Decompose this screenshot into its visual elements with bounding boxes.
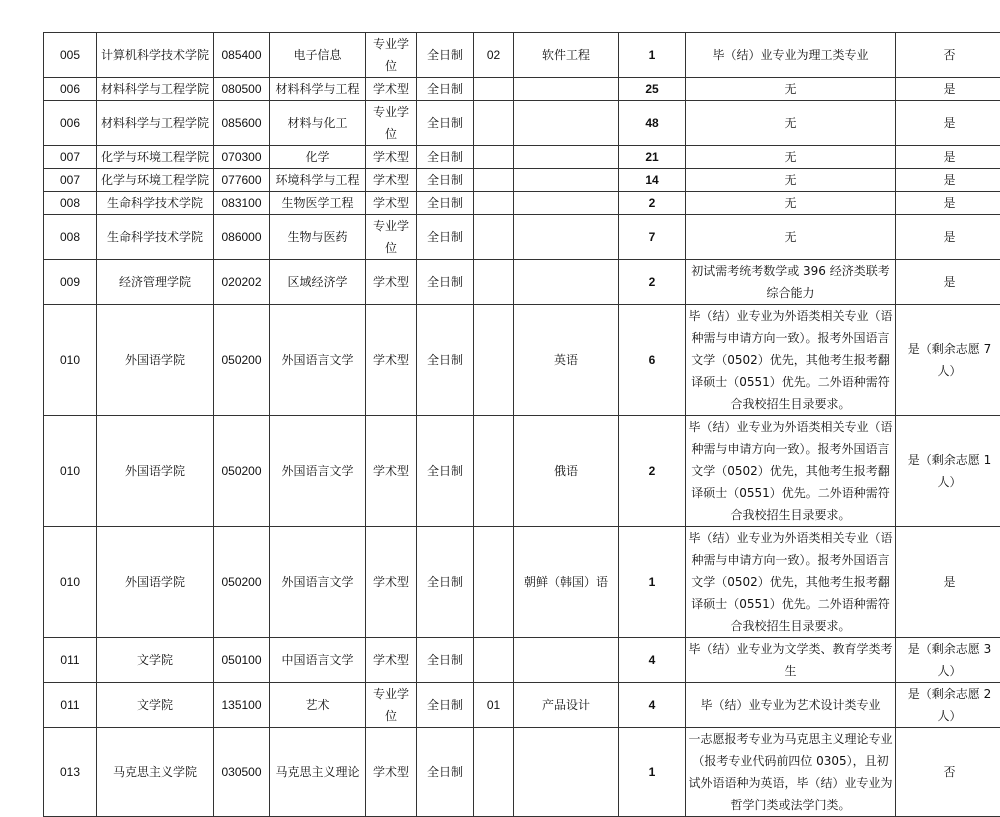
school-code-cell: 007 [44, 146, 97, 169]
school-name-cell: 外国语学院 [97, 527, 214, 638]
study-mode-cell: 全日制 [417, 215, 474, 260]
direction-code-cell [474, 728, 514, 817]
quota-cell: 2 [619, 260, 686, 305]
major-name-cell: 电子信息 [270, 33, 366, 78]
study-mode-cell: 全日制 [417, 527, 474, 638]
study-mode-cell: 全日制 [417, 192, 474, 215]
table-row [44, 416, 1000, 527]
major-code-cell: 085400 [214, 33, 270, 78]
requirement-cell: 毕（结）业专业为外语类相关专业（语种需与申请方向一致）。报考外国语言文学（0502）优先，其他考生报考翻译硕士（0551）优先。二外语种需符合我校招生目录要求。 [686, 527, 896, 638]
direction-name-cell [514, 169, 619, 192]
quota-cell: 4 [619, 638, 686, 683]
requirement-cell: 无 [686, 192, 896, 215]
degree-type-cell: 专业学位 [366, 101, 417, 146]
study-mode-cell: 全日制 [417, 78, 474, 101]
school-code-cell: 007 [44, 169, 97, 192]
major-code-cell: 020202 [214, 260, 270, 305]
direction-name-cell [514, 638, 619, 683]
accept-cell: 是（剩余志愿 2 人） [896, 683, 1000, 728]
study-mode-cell: 全日制 [417, 728, 474, 817]
degree-type-cell: 专业学位 [366, 215, 417, 260]
study-mode-cell: 全日制 [417, 683, 474, 728]
degree-type-cell: 学术型 [366, 728, 417, 817]
school-code-cell: 010 [44, 416, 97, 527]
degree-type-cell: 学术型 [366, 146, 417, 169]
table-row [44, 146, 1000, 169]
requirement-cell: 毕（结）业专业为外语类相关专业（语种需与申请方向一致）。报考外国语言文学（0502）优先，其他考生报考翻译硕士（0551）优先。二外语种需符合我校招生目录要求。 [686, 416, 896, 527]
requirement-cell: 无 [686, 146, 896, 169]
degree-type-cell: 学术型 [366, 638, 417, 683]
accept-cell: 是 [896, 169, 1000, 192]
table-row [44, 260, 1000, 305]
quota-cell: 1 [619, 728, 686, 817]
direction-name-cell: 英语 [514, 305, 619, 416]
table-row [44, 192, 1000, 215]
school-name-cell: 外国语学院 [97, 416, 214, 527]
direction-code-cell [474, 146, 514, 169]
major-name-cell: 材料与化工 [270, 101, 366, 146]
school-name-cell: 生命科学技术学院 [97, 192, 214, 215]
major-code-cell: 083100 [214, 192, 270, 215]
requirement-cell: 无 [686, 78, 896, 101]
degree-type-cell: 学术型 [366, 169, 417, 192]
requirement-cell: 毕（结）业专业为文学类、教育学类考生 [686, 638, 896, 683]
direction-name-cell: 朝鲜（韩国）语 [514, 527, 619, 638]
school-name-cell: 经济管理学院 [97, 260, 214, 305]
degree-type-cell: 专业学位 [366, 33, 417, 78]
major-name-cell: 马克思主义理论 [270, 728, 366, 817]
school-name-cell: 材料科学与工程学院 [97, 101, 214, 146]
school-name-cell: 外国语学院 [97, 305, 214, 416]
major-code-cell: 080500 [214, 78, 270, 101]
direction-code-cell [474, 78, 514, 101]
accept-cell: 是（剩余志愿 1 人） [896, 416, 1000, 527]
quota-cell: 2 [619, 192, 686, 215]
school-code-cell: 010 [44, 305, 97, 416]
school-code-cell: 008 [44, 192, 97, 215]
requirement-cell: 无 [686, 215, 896, 260]
major-code-cell: 050200 [214, 305, 270, 416]
direction-name-cell [514, 192, 619, 215]
direction-name-cell: 软件工程 [514, 33, 619, 78]
study-mode-cell: 全日制 [417, 638, 474, 683]
table-row [44, 305, 1000, 416]
school-name-cell: 马克思主义学院 [97, 728, 214, 817]
school-name-cell: 化学与环境工程学院 [97, 146, 214, 169]
direction-code-cell [474, 101, 514, 146]
table-row [44, 33, 1000, 78]
major-name-cell: 区域经济学 [270, 260, 366, 305]
study-mode-cell: 全日制 [417, 416, 474, 527]
school-code-cell: 006 [44, 101, 97, 146]
major-code-cell: 086000 [214, 215, 270, 260]
requirement-cell: 毕（结）业专业为外语类相关专业（语种需与申请方向一致）。报考外国语言文学（0502）优先，其他考生报考翻译硕士（0551）优先。二外语种需符合我校招生目录要求。 [686, 305, 896, 416]
direction-code-cell [474, 260, 514, 305]
table-row [44, 169, 1000, 192]
quota-cell: 6 [619, 305, 686, 416]
study-mode-cell: 全日制 [417, 169, 474, 192]
study-mode-cell: 全日制 [417, 260, 474, 305]
direction-code-cell [474, 638, 514, 683]
school-name-cell: 文学院 [97, 638, 214, 683]
quota-cell: 25 [619, 78, 686, 101]
table-row [44, 78, 1000, 101]
accept-cell: 是 [896, 260, 1000, 305]
major-name-cell: 艺术 [270, 683, 366, 728]
school-code-cell: 011 [44, 638, 97, 683]
school-code-cell: 008 [44, 215, 97, 260]
direction-code-cell [474, 416, 514, 527]
school-code-cell: 011 [44, 683, 97, 728]
major-code-cell: 135100 [214, 683, 270, 728]
school-code-cell: 010 [44, 527, 97, 638]
admission-table [43, 32, 1000, 817]
school-code-cell: 013 [44, 728, 97, 817]
major-name-cell: 外国语言文学 [270, 305, 366, 416]
table-row [44, 215, 1000, 260]
requirement-cell: 无 [686, 101, 896, 146]
major-code-cell: 070300 [214, 146, 270, 169]
major-name-cell: 生物医学工程 [270, 192, 366, 215]
direction-name-cell [514, 215, 619, 260]
direction-name-cell [514, 101, 619, 146]
degree-type-cell: 专业学位 [366, 683, 417, 728]
accept-cell: 是 [896, 101, 1000, 146]
quota-cell: 7 [619, 215, 686, 260]
major-name-cell: 中国语言文学 [270, 638, 366, 683]
direction-name-cell [514, 728, 619, 817]
requirement-cell: 毕（结）业专业为理工类专业 [686, 33, 896, 78]
direction-code-cell: 01 [474, 683, 514, 728]
major-name-cell: 环境科学与工程 [270, 169, 366, 192]
major-name-cell: 外国语言文学 [270, 527, 366, 638]
school-code-cell: 005 [44, 33, 97, 78]
direction-code-cell [474, 305, 514, 416]
study-mode-cell: 全日制 [417, 33, 474, 78]
major-name-cell: 化学 [270, 146, 366, 169]
direction-code-cell [474, 192, 514, 215]
direction-code-cell [474, 527, 514, 638]
quota-cell: 14 [619, 169, 686, 192]
quota-cell: 21 [619, 146, 686, 169]
degree-type-cell: 学术型 [366, 260, 417, 305]
direction-name-cell [514, 78, 619, 101]
school-code-cell: 009 [44, 260, 97, 305]
quota-cell: 1 [619, 33, 686, 78]
accept-cell: 否 [896, 33, 1000, 78]
study-mode-cell: 全日制 [417, 101, 474, 146]
major-code-cell: 050200 [214, 527, 270, 638]
accept-cell: 是 [896, 527, 1000, 638]
accept-cell: 是（剩余志愿 7 人） [896, 305, 1000, 416]
accept-cell: 是 [896, 146, 1000, 169]
school-name-cell: 材料科学与工程学院 [97, 78, 214, 101]
table-row [44, 527, 1000, 638]
major-name-cell: 外国语言文学 [270, 416, 366, 527]
quota-cell: 1 [619, 527, 686, 638]
degree-type-cell: 学术型 [366, 527, 417, 638]
major-code-cell: 030500 [214, 728, 270, 817]
requirement-cell: 初试需考统考数学或 396 经济类联考综合能力 [686, 260, 896, 305]
direction-code-cell [474, 169, 514, 192]
major-name-cell: 材料科学与工程 [270, 78, 366, 101]
direction-name-cell [514, 260, 619, 305]
direction-name-cell: 产品设计 [514, 683, 619, 728]
accept-cell: 是 [896, 78, 1000, 101]
major-code-cell: 085600 [214, 101, 270, 146]
table-row [44, 101, 1000, 146]
school-name-cell: 文学院 [97, 683, 214, 728]
accept-cell: 是（剩余志愿 3 人） [896, 638, 1000, 683]
major-name-cell: 生物与医药 [270, 215, 366, 260]
school-code-cell: 006 [44, 78, 97, 101]
requirement-cell: 毕（结）业专业为艺术设计类专业 [686, 683, 896, 728]
quota-cell: 2 [619, 416, 686, 527]
study-mode-cell: 全日制 [417, 305, 474, 416]
major-code-cell: 050100 [214, 638, 270, 683]
major-code-cell: 077600 [214, 169, 270, 192]
accept-cell: 是 [896, 215, 1000, 260]
direction-name-cell [514, 146, 619, 169]
degree-type-cell: 学术型 [366, 416, 417, 527]
degree-type-cell: 学术型 [366, 305, 417, 416]
table-row [44, 683, 1000, 728]
degree-type-cell: 学术型 [366, 78, 417, 101]
study-mode-cell: 全日制 [417, 146, 474, 169]
accept-cell: 否 [896, 728, 1000, 817]
table-row [44, 638, 1000, 683]
school-name-cell: 生命科学技术学院 [97, 215, 214, 260]
direction-name-cell: 俄语 [514, 416, 619, 527]
school-name-cell: 计算机科学技术学院 [97, 33, 214, 78]
requirement-cell: 一志愿报考专业为马克思主义理论专业（报考专业代码前四位 0305），且初试外语语种为英语，毕（结）业专业为哲学门类或法学门类。 [686, 728, 896, 817]
direction-code-cell: 02 [474, 33, 514, 78]
major-code-cell: 050200 [214, 416, 270, 527]
accept-cell: 是 [896, 192, 1000, 215]
table-body [44, 33, 1000, 817]
school-name-cell: 化学与环境工程学院 [97, 169, 214, 192]
quota-cell: 4 [619, 683, 686, 728]
direction-code-cell [474, 215, 514, 260]
requirement-cell: 无 [686, 169, 896, 192]
quota-cell: 48 [619, 101, 686, 146]
table-row [44, 728, 1000, 817]
degree-type-cell: 学术型 [366, 192, 417, 215]
